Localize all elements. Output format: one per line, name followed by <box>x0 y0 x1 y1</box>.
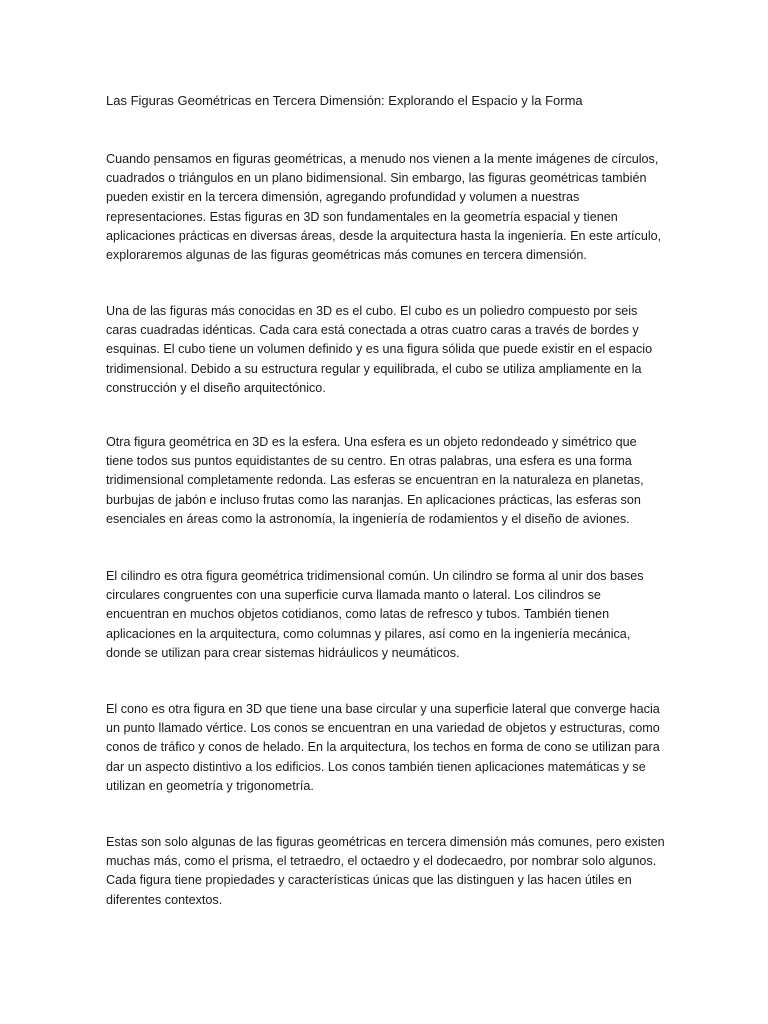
paragraph-conclusion: Estas son solo algunas de las figuras geométricas en tercera dimensión más comunes, pero existen muchas más, como el prisma, el tetraedro, el octaedro y el dodecaedro, por nombrar solo algunos. Cada figura tiene propiedades y características únicas que las distinguen y las hacen útiles en diferentes contextos. <box>106 835 665 907</box>
document-title: Las Figuras Geométricas en Tercera Dimensión: Explorando el Espacio y la Forma <box>106 93 583 108</box>
paragraph-cone: El cono es otra figura en 3D que tiene una base circular y una superficie lateral que converge hacia un punto llamado vértice. Los conos se encuentran en una variedad de objetos y estructuras, como conos de tráfico y conos de helado. En la arquitectura, los techos en forma de cono se utilizan para dar un aspecto distintivo a los edificios. Los conos también tienen aplicaciones matemáticas y se utilizan en geometría y trigonometría. <box>106 702 660 793</box>
paragraph-cube: Una de las figuras más conocidas en 3D es el cubo. El cubo es un poliedro compuesto por seis caras cuadradas idénticas. Cada cara está conectada a otras cuatro caras a través de bordes y esquinas. El cubo tiene un volumen definido y es una figura sólida que puede existir en el espacio tridimensional. Debido a su estructura regular y equilibrada, el cubo se utiliza ampliamente en la construcción y el diseño arquitectónico. <box>106 304 653 395</box>
paragraph-cylinder: El cilindro es otra figura geométrica tridimensional común. Un cilindro se forma al unir dos bases circulares congruentes con una superficie curva llamada manto o lateral. Los cilindros se encuentran en muchos objetos cotidianos, como latas de refresco y tubos. También tienen aplicaciones en la arquitectura, como columnas y pilares, así como en la ingeniería mecánica, donde se utilizan para crear sistemas hidráulicos y neumáticos. <box>106 569 644 660</box>
paragraph-sphere: Otra figura geométrica en 3D es la esfera. Una esfera es un objeto redondeado y simétrico que tiene todos sus puntos equidistantes de su centro. En otras palabras, una esfera es una forma tridimensional completamente redonda. Las esferas se encuentran en la naturaleza en planetas, burbujas de jabón e incluso frutas como las naranjas. En aplicaciones prácticas, las esferas son esenciales en áreas como la astronomía, la ingeniería de rodamientos y el diseño de aviones. <box>106 435 644 526</box>
paragraph-intro: Cuando pensamos en figuras geométricas, a menudo nos vienen a la mente imágenes de círculos, cuadrados o triángulos en un plano bidimensional. Sin embargo, las figuras geométricas también pueden existir en la tercera dimensión, agregando profundidad y volumen a nuestras representaciones. Estas figuras en 3D son fundamentales en la geometría espacial y tienen aplicaciones prácticas en diversas áreas, desde la arquitectura hasta la ingeniería. En este artículo, exploraremos algunas de las figuras geométricas más comunes en tercera dimensión. <box>106 152 662 263</box>
